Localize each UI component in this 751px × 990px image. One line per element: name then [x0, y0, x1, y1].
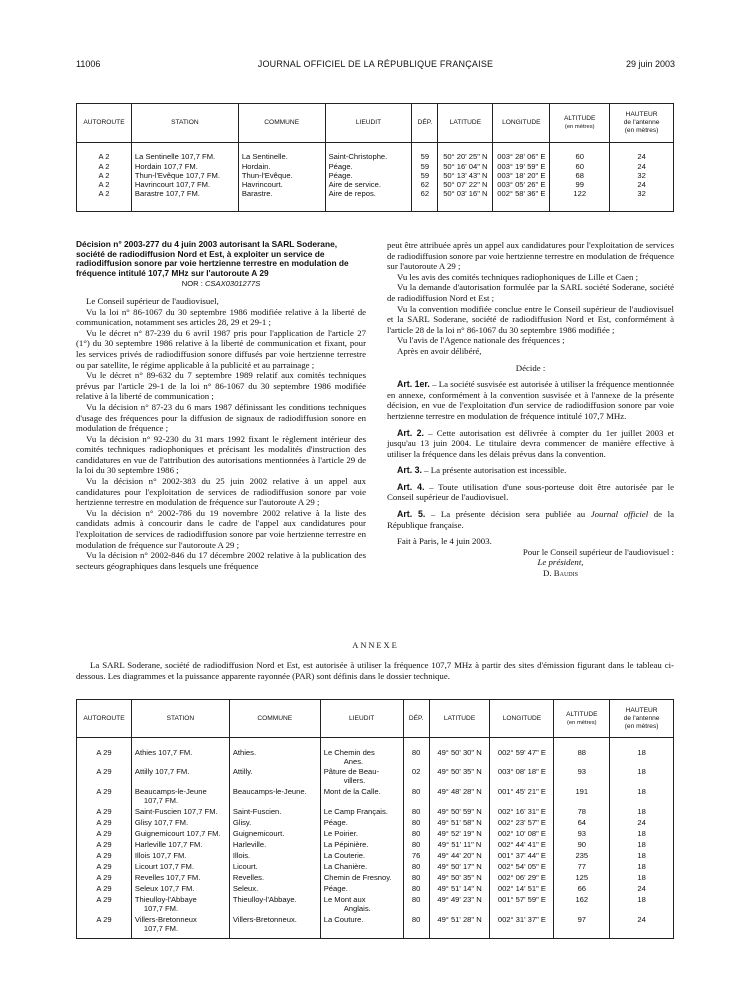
cell-alt: 93: [554, 829, 610, 840]
article: [387, 509, 674, 530]
cell-lieudit: [320, 915, 403, 939]
cell-lon: 002° 14' 51" E: [490, 884, 554, 895]
cell-lieudit: [320, 818, 403, 829]
col-hauteur-unit: (en mètres): [624, 127, 659, 134]
cell-autoroute: A 29: [77, 873, 132, 884]
cell-autoroute: A 2: [77, 162, 132, 171]
cell-lat: 49° 44' 20" N: [429, 851, 490, 862]
cell-lieudit-line2: Anglais.: [343, 903, 371, 913]
cell-station-line2: 107,7 FM.: [143, 903, 179, 913]
articles-list: [387, 379, 674, 530]
cell-autoroute: A 29: [77, 884, 132, 895]
cell-lieudit: Aire de service.: [325, 180, 412, 189]
col-latitude: LATITUDE: [438, 104, 493, 143]
cell-station: [131, 884, 229, 895]
paragraph: Vu la décision n° 92-230 du 31 mars 1992 fixant le règlement intérieur des comités techniques radiophoniques et précisant les modalités d'instruction des candidatures en vue de l'attribution des autorisations mentionnées à l'article 29 de la loi du 30 septembre 1986 ;: [76, 433, 366, 476]
cell-autoroute: A 29: [77, 862, 132, 873]
paragraph: Vu la convention modifiée conclue entre le Conseil supérieur de l'audiovisuel et la SARL Soderane, société de radiodiffusion Nord et Est, conformément à l'article 28 de la loi n° 86-1067 du 30 septembre 1986 modifiée ;: [387, 303, 674, 335]
cell-alt: 191: [554, 787, 610, 807]
cell-station-line1: Attilly 107,7 FM.: [134, 766, 190, 776]
cell-dep: 80: [403, 873, 429, 884]
cell-lieudit: [320, 787, 403, 807]
col-hauteur-label-2: de l'antenne: [623, 119, 660, 126]
cell-lieudit-line1: La Couture.: [323, 914, 364, 924]
cell-station: La Sentinelle 107,7 FM.: [131, 143, 238, 162]
cell-lat: 49° 50' 59" N: [429, 807, 490, 818]
cell-station: [131, 829, 229, 840]
cell-station: [131, 862, 229, 873]
cell-lieudit-line1: Chemin de Fresnoy.: [323, 872, 392, 882]
cell-station-line1: Revelles 107,7 FM.: [134, 872, 201, 882]
cell-lat: 49° 51' 14" N: [429, 884, 490, 895]
col-commune: COMMUNE: [229, 700, 320, 738]
col-station: STATION: [131, 104, 238, 143]
cell-commune: Seleux.: [229, 884, 320, 895]
left-paragraphs: [76, 296, 366, 571]
col-altitude-label: ALTITUDE: [566, 710, 598, 718]
paragraph: Vu la loi n° 86-1067 du 30 septembre 1986 modifiée relative à la liberté de communication, notamment ses articles 28, 29 et 29-1 ;: [76, 306, 366, 328]
cell-dep: 76: [403, 851, 429, 862]
nor-label: NOR :: [181, 279, 203, 289]
col-station: STATION: [131, 700, 229, 738]
cell-lieudit-line1: La Chanière.: [323, 861, 368, 871]
cell-lat: 49° 51' 11" N: [429, 840, 490, 851]
cell-lon: 002° 44' 41" E: [490, 840, 554, 851]
cell-lieudit: Aire de repos.: [325, 189, 412, 211]
cell-station-line2: 107,7 FM.: [143, 923, 179, 933]
cell-commune: Thun-l'Evêque.: [238, 171, 325, 180]
cell-station-line1: Villers-Bretonneux: [134, 914, 197, 924]
col-hauteur: [610, 104, 674, 143]
article: [387, 482, 674, 503]
cell-autoroute: A 29: [77, 738, 132, 767]
cell-station-line1: Saint-Fuscien 107,7 FM.: [134, 806, 218, 816]
cell-lieudit: [320, 884, 403, 895]
cell-lat: 50° 13' 43" N: [438, 171, 493, 180]
cell-lon: 002° 59' 47" E: [490, 738, 554, 767]
cell-station: [131, 807, 229, 818]
table-row: [77, 851, 674, 862]
col-lieudit: LIEUDIT: [325, 104, 412, 143]
cell-alt: 78: [554, 807, 610, 818]
cell-lon: 001° 37' 44" E: [490, 851, 554, 862]
signatory: D. Baudis: [543, 568, 578, 579]
cell-lieudit-line1: Le Chemin des: [323, 748, 375, 757]
paragraph: Après en avoir délibéré,: [397, 345, 482, 356]
cell-alt: 64: [554, 818, 610, 829]
cell-station-line1: Thieulloy-l'Abbaye: [134, 894, 197, 904]
cell-dep: 02: [403, 767, 429, 787]
cell-commune: Hordain.: [238, 162, 325, 171]
cell-alt: 90: [554, 840, 610, 851]
col-lieudit: LIEUDIT: [320, 700, 403, 738]
cell-h: 18: [610, 862, 674, 873]
article-text: – La société susvisée est autorisée à utiliser la fréquence mentionnée en annexe, conformément à la convention susvisée et à l'annexe de la présente décision, en vue de l'exploitation d'un service de radiodiffusion sonore par voie hertzienne terrestre en modulation de fréquence intitulé 107,7 MHz.: [387, 379, 675, 421]
table-row: [77, 915, 674, 939]
cell-lieudit-line1: Le Camp Français.: [323, 806, 388, 816]
stations-table-a2: [76, 103, 674, 212]
table-row: [77, 818, 674, 829]
article-label: Art. 3.: [397, 465, 422, 476]
cell-alt: 68: [550, 171, 610, 180]
cell-lat: 49° 50' 30" N: [429, 738, 490, 767]
cell-lat: 50° 16' 04" N: [438, 162, 493, 171]
article: [387, 379, 674, 421]
table-row: [77, 787, 674, 807]
cell-station: [131, 767, 229, 787]
article-text-italic: Journal officiel: [590, 509, 649, 520]
cell-commune: La Sentinelle.: [238, 143, 325, 162]
cell-autoroute: A 2: [77, 180, 132, 189]
signoff: Pour le Conseil supérieur de l'audiovisuel :: [522, 546, 674, 557]
cell-h: 18: [610, 851, 674, 862]
publication-date: 29 juin 2003: [625, 59, 675, 69]
table-row: [77, 895, 674, 915]
cell-h: 18: [610, 787, 674, 807]
col-hauteur: [610, 700, 674, 738]
cell-lat: 49° 52' 19" N: [429, 829, 490, 840]
col-hauteur-label-2: de l'antenne: [623, 714, 660, 722]
cell-alt: 66: [554, 884, 610, 895]
cell-lat: 49° 48' 28" N: [429, 787, 490, 807]
table-row: [77, 840, 674, 851]
cell-dep: 80: [403, 915, 429, 939]
table-row: [77, 862, 674, 873]
paragraph: Vu le décret n° 89-632 du 7 septembre 1989 relatif aux comités techniques prévus par l'article 29-1 de la loi n° 86-1067 du 30 septembre 1986 modifiée relative à la liberté de communication ;: [76, 370, 366, 402]
paragraph: peut être attribuée après un appel aux candidatures pour l'exploitation de services de radiodiffusion sonore par voie hertzienne terrestre en modulation de fréquence sur l'autoroute A 29 ;: [387, 240, 674, 272]
cell-lieudit-line2: Anes.: [343, 757, 364, 767]
cell-lon: 003° 05' 26" E: [493, 180, 550, 189]
decision-left-column: [76, 240, 366, 571]
table-header-row: [77, 700, 674, 738]
cell-autoroute: A 29: [77, 840, 132, 851]
cell-dep: 80: [403, 840, 429, 851]
cell-lon: 002° 06' 29" E: [490, 873, 554, 884]
cell-alt: 99: [550, 180, 610, 189]
cell-dep: 59: [412, 171, 438, 180]
cell-h: 18: [610, 873, 674, 884]
cell-h: 18: [610, 840, 674, 851]
table-row: [77, 162, 674, 171]
cell-station: [131, 840, 229, 851]
cell-lieudit-line1: Le Mont aux: [323, 894, 366, 904]
annexe-title: ANNEXE: [352, 641, 399, 650]
cell-lieudit-line1: La Couterie.: [323, 850, 366, 860]
page-number: 11006: [76, 59, 101, 69]
cell-lieudit-line1: Péage.: [323, 817, 348, 827]
cell-dep: 62: [412, 180, 438, 189]
cell-lieudit: [320, 807, 403, 818]
cell-lieudit: [320, 862, 403, 873]
col-autoroute: AUTOROUTE: [77, 104, 132, 143]
article-text: – La présente décision sera publiée au: [425, 509, 591, 520]
cell-station: [131, 851, 229, 862]
cell-station: [131, 873, 229, 884]
cell-dep: 59: [412, 143, 438, 162]
cell-h: 18: [610, 807, 674, 818]
col-altitude-label: ALTITUDE: [564, 115, 596, 122]
cell-dep: 80: [403, 787, 429, 807]
cell-alt: 93: [554, 767, 610, 787]
decision-title: Décision n° 2003-277 du 4 juin 2003 autorisant la SARL Soderane, société de radiodiffusion Nord et Est, à exploiter un service de radiodiffusion sonore par voie hertzienne terrestre en modulation de fréquence intitulé 107,7 MHz sur l'autoroute A 29: [76, 239, 349, 278]
cell-h: 24: [610, 180, 674, 189]
paragraph: Vu la décision n° 2002-786 du 19 novembre 2002 relative à la liste des candidats admis à concourir dans le cadre de l'appel aux candidatures pour l'exploitation de services de radiodiffusion sonore par voie hertzienne terrestre en modulation de fréquence sur l'autoroute A 29 ;: [76, 507, 366, 550]
cell-commune: Saint-Fuscien.: [229, 807, 320, 818]
cell-station: [131, 818, 229, 829]
table-row: [77, 884, 674, 895]
paragraph: Vu la demande d'autorisation formulée par la SARL société Soderane, société de radiodiffusion Nord et Est ;: [387, 282, 674, 303]
cell-station: [131, 915, 229, 939]
cell-lat: 49° 49' 23" N: [429, 895, 490, 915]
article-text: – La présente autorisation est incessible.: [421, 465, 567, 476]
page-header: [76, 59, 675, 71]
cell-h: 24: [610, 915, 674, 939]
cell-h: 18: [610, 767, 674, 787]
president-title: Le président,: [537, 557, 584, 568]
table-row: [77, 189, 674, 211]
journal-title: JOURNAL OFFICIEL DE LA RÉPUBLIQUE FRANÇAISE: [257, 59, 494, 69]
cell-commune: Villers-Bretonneux.: [229, 915, 320, 939]
cell-commune: Havrincourt.: [238, 180, 325, 189]
cell-alt: 77: [554, 862, 610, 873]
table-row: [77, 171, 674, 180]
cell-lieudit: Péage.: [325, 171, 412, 180]
cell-autoroute: A 29: [77, 851, 132, 862]
cell-h: 18: [610, 829, 674, 840]
cell-lieudit-line1: Le Poirier.: [323, 828, 358, 838]
col-autoroute: AUTOROUTE: [77, 700, 132, 738]
cell-autoroute: A 2: [77, 143, 132, 162]
cell-station: [131, 787, 229, 807]
cell-alt: 235: [554, 851, 610, 862]
cell-station-line1: Beaucamps-le-Jeune: [134, 786, 207, 796]
article: [387, 428, 674, 460]
cell-lat: 49° 51' 58" N: [429, 818, 490, 829]
cell-h: 24: [610, 162, 674, 171]
table-row: [77, 767, 674, 787]
cell-lat: 49° 50' 17" N: [429, 862, 490, 873]
cell-commune: Athies.: [229, 738, 320, 767]
cell-lieudit: [320, 738, 403, 767]
col-hauteur-label: HAUTEUR: [625, 111, 658, 118]
cell-station-line1: Licourt 107,7 FM.: [134, 861, 194, 871]
cell-station-line1: Glisy 107,7 FM.: [134, 817, 189, 827]
cell-lieudit: [320, 851, 403, 862]
cell-lieudit: [320, 873, 403, 884]
cell-lieudit: [320, 840, 403, 851]
cell-h: 18: [610, 895, 674, 915]
cell-autoroute: A 29: [77, 818, 132, 829]
cell-lieudit-line1: Pâture de Beau-: [323, 766, 380, 776]
cell-commune: Harleville.: [229, 840, 320, 851]
cell-station: [131, 895, 229, 915]
cell-lon: 002° 58' 36" E: [493, 189, 550, 211]
cell-commune: Attilly.: [229, 767, 320, 787]
cell-lieudit-line1: Mont de la Calle.: [323, 786, 381, 796]
cell-alt: 60: [550, 162, 610, 171]
cell-autoroute: A 2: [77, 171, 132, 180]
cell-lieudit: Péage.: [325, 162, 412, 171]
cell-lon: 001° 45' 21" E: [490, 787, 554, 807]
cell-lieudit-line1: La Pépinière.: [323, 839, 369, 849]
decide-heading: Décide :: [515, 362, 546, 373]
cell-lieudit: Saint-Christophe.: [325, 143, 412, 162]
cell-alt: 122: [550, 189, 610, 211]
cell-autoroute: A 2: [77, 189, 132, 211]
cell-h: 24: [610, 143, 674, 162]
right-paragraphs: [387, 240, 674, 357]
cell-station: Barastre 107,7 FM.: [131, 189, 238, 211]
cell-h: 24: [610, 884, 674, 895]
cell-lon: 003° 19' 59" E: [493, 162, 550, 171]
cell-lieudit-line1: Péage.: [323, 883, 348, 893]
cell-commune: Glisy.: [229, 818, 320, 829]
col-latitude: LATITUDE: [429, 700, 490, 738]
col-longitude: LONGITUDE: [490, 700, 554, 738]
cell-lat: 49° 50' 35" N: [429, 767, 490, 787]
article-label: Art. 1er.: [397, 379, 430, 390]
col-altitude: [550, 104, 610, 143]
table-row: [77, 829, 674, 840]
cell-station-line1: Harleville 107,7 FM.: [134, 839, 203, 849]
cell-dep: 80: [403, 738, 429, 767]
col-altitude-unit: (en mètres): [564, 124, 595, 130]
col-altitude: [554, 700, 610, 738]
cell-station-line1: Illois 107,7 FM.: [134, 850, 187, 860]
nor-code: CSAX0301277S: [204, 279, 261, 289]
table-row: [77, 873, 674, 884]
cell-station-line1: Guignemicourt 107,7 FM.: [134, 828, 221, 838]
cell-lon: 001° 57' 59" E: [490, 895, 554, 915]
cell-station-line1: Seleux 107,7 FM.: [134, 883, 195, 893]
cell-autoroute: A 29: [77, 787, 132, 807]
col-dep: DÉP.: [412, 104, 438, 143]
cell-h: 18: [610, 738, 674, 767]
cell-commune: Barastre.: [238, 189, 325, 211]
cell-lon: 002° 31' 37" E: [490, 915, 554, 939]
cell-dep: 80: [403, 895, 429, 915]
cell-lon: 002° 10' 08" E: [490, 829, 554, 840]
table-row: [77, 180, 674, 189]
cell-commune: Thieulloy-l'Abbaye.: [229, 895, 320, 915]
paragraph: Le Conseil supérieur de l'audiovisuel,: [86, 295, 219, 306]
cell-lon: 002° 54' 05" E: [490, 862, 554, 873]
cell-lieudit: [320, 895, 403, 915]
cell-dep: 80: [403, 818, 429, 829]
cell-dep: 59: [412, 162, 438, 171]
cell-station: Havrincourt 107,7 FM.: [131, 180, 238, 189]
cell-lon: 003° 08' 18" E: [490, 767, 554, 787]
cell-lat: 50° 07' 22" N: [438, 180, 493, 189]
stations-table-a29: [76, 699, 674, 939]
cell-lat: 49° 51' 28" N: [429, 915, 490, 939]
cell-dep: 80: [403, 884, 429, 895]
cell-lat: 49° 50' 35" N: [429, 873, 490, 884]
cell-dep: 80: [403, 862, 429, 873]
article-text-end: de la République française.: [387, 509, 674, 530]
col-hauteur-unit: (en mètres): [624, 722, 659, 730]
article: [387, 465, 674, 476]
cell-station: Thun-l'Evêque 107,7 FM.: [131, 171, 238, 180]
cell-commune: Guignemicourt.: [229, 829, 320, 840]
table-row: [77, 807, 674, 818]
cell-dep: 62: [412, 189, 438, 211]
cell-lieudit-line2: villers.: [343, 775, 366, 785]
cell-autoroute: A 29: [77, 895, 132, 915]
cell-lieudit: [320, 767, 403, 787]
cell-station-line2: 107,7 FM.: [143, 795, 179, 805]
col-dep: DÉP.: [403, 700, 429, 738]
article-label: Art. 4.: [397, 481, 425, 492]
cell-alt: 125: [554, 873, 610, 884]
cell-h: 32: [610, 189, 674, 211]
annexe-intro: La SARL Soderane, société de radiodiffusion Nord et Est, est autorisée à utiliser la fréquence 107,7 MHz à partir des sites d'émission figurant dans le tableau ci-dessous. Les diagrammes et la puissance apparente rayonnée (PAR) sont définis dans le dossier technique.: [76, 660, 674, 681]
cell-autoroute: A 29: [77, 915, 132, 939]
cell-h: 32: [610, 171, 674, 180]
cell-lat: 50° 03' 16" N: [438, 189, 493, 211]
cell-station: [131, 738, 229, 767]
article-label: Art. 5.: [397, 509, 426, 520]
cell-lat: 50° 20' 25" N: [438, 143, 493, 162]
col-longitude: LONGITUDE: [493, 104, 550, 143]
cell-autoroute: A 29: [77, 807, 132, 818]
col-hauteur-label: HAUTEUR: [625, 706, 658, 714]
cell-commune: Beaucamps-le-Jeune.: [229, 787, 320, 807]
cell-autoroute: A 29: [77, 829, 132, 840]
cell-commune: Illois.: [229, 851, 320, 862]
article-label: Art. 2.: [397, 427, 424, 438]
cell-dep: 80: [403, 829, 429, 840]
paragraph: Vu l'avis de l'Agence nationale des fréquences ;: [397, 335, 565, 346]
cell-h: 24: [610, 818, 674, 829]
decision-right-column: [387, 240, 674, 579]
paragraph: Vu la décision n° 87-23 du 6 mars 1987 définissant les conditions techniques d'usage des fréquences pour la diffusion de signaux de radiodiffusion sonore en modulation de fréquence ;: [76, 401, 366, 434]
cell-station: Hordain 107,7 FM.: [131, 162, 238, 171]
paragraph: Vu la décision n° 2002-383 du 25 juin 2002 relative à un appel aux candidatures pour l'exploitation de services de radiodiffusion sonore par voie hertzienne terrestre en modulation de fréquence sur l'autoroute A 29 ;: [76, 476, 366, 508]
cell-alt: 97: [554, 915, 610, 939]
paragraph: Vu le décret n° 87-239 du 6 avril 1987 pris pour l'application de l'article 27 (1°) du 30 septembre 1986 relative à la liberté de communication et fixant, pour les services privés de radiodiffusion sonore diffusés par voie hertzienne terrestre ou par satellite, le régime applicable à la publicité et au parrainage ;: [76, 327, 366, 370]
cell-station-line1: Athies 107,7 FM.: [134, 748, 193, 757]
table-header-row: [77, 104, 674, 143]
nor-reference: [76, 279, 366, 290]
cell-commune: Licourt.: [229, 862, 320, 873]
article-text: – Cette autorisation est délivrée à compter du 1er juillet 2003 et jusqu'au 13 juin 2004. Le titulaire devra commencer de manière effective à utiliser la fréquence dans les délais prévus dans la convention.: [387, 427, 674, 459]
cell-commune: Revelles.: [229, 873, 320, 884]
paragraph: Vu la décision n° 2002-846 du 17 décembre 2002 relative à la publication des secteurs géographiques dans lesquels une fréquence: [76, 550, 366, 571]
cell-lieudit: [320, 829, 403, 840]
col-altitude-unit: (en mètres): [566, 719, 597, 726]
table-row: [77, 143, 674, 162]
col-commune: COMMUNE: [238, 104, 325, 143]
done-at: Fait à Paris, le 4 juin 2003.: [397, 536, 492, 547]
cell-alt: 162: [554, 895, 610, 915]
paragraph: Vu les avis des comités techniques radiophoniques de Lille et Caen ;: [397, 271, 639, 282]
cell-lon: 002° 23' 57" E: [490, 818, 554, 829]
cell-lon: 003° 28' 06" E: [493, 143, 550, 162]
cell-alt: 88: [554, 738, 610, 767]
cell-autoroute: A 29: [77, 767, 132, 787]
article-text: – Toute utilisation d'une sous-porteuse doit être autorisée par le Conseil supérieur de l'audiovisuel.: [387, 481, 674, 503]
table-row: [77, 738, 674, 767]
cell-alt: 60: [550, 143, 610, 162]
cell-lon: 002° 16' 31" E: [490, 807, 554, 818]
cell-dep: 80: [403, 807, 429, 818]
cell-lon: 003° 18' 20" E: [493, 171, 550, 180]
